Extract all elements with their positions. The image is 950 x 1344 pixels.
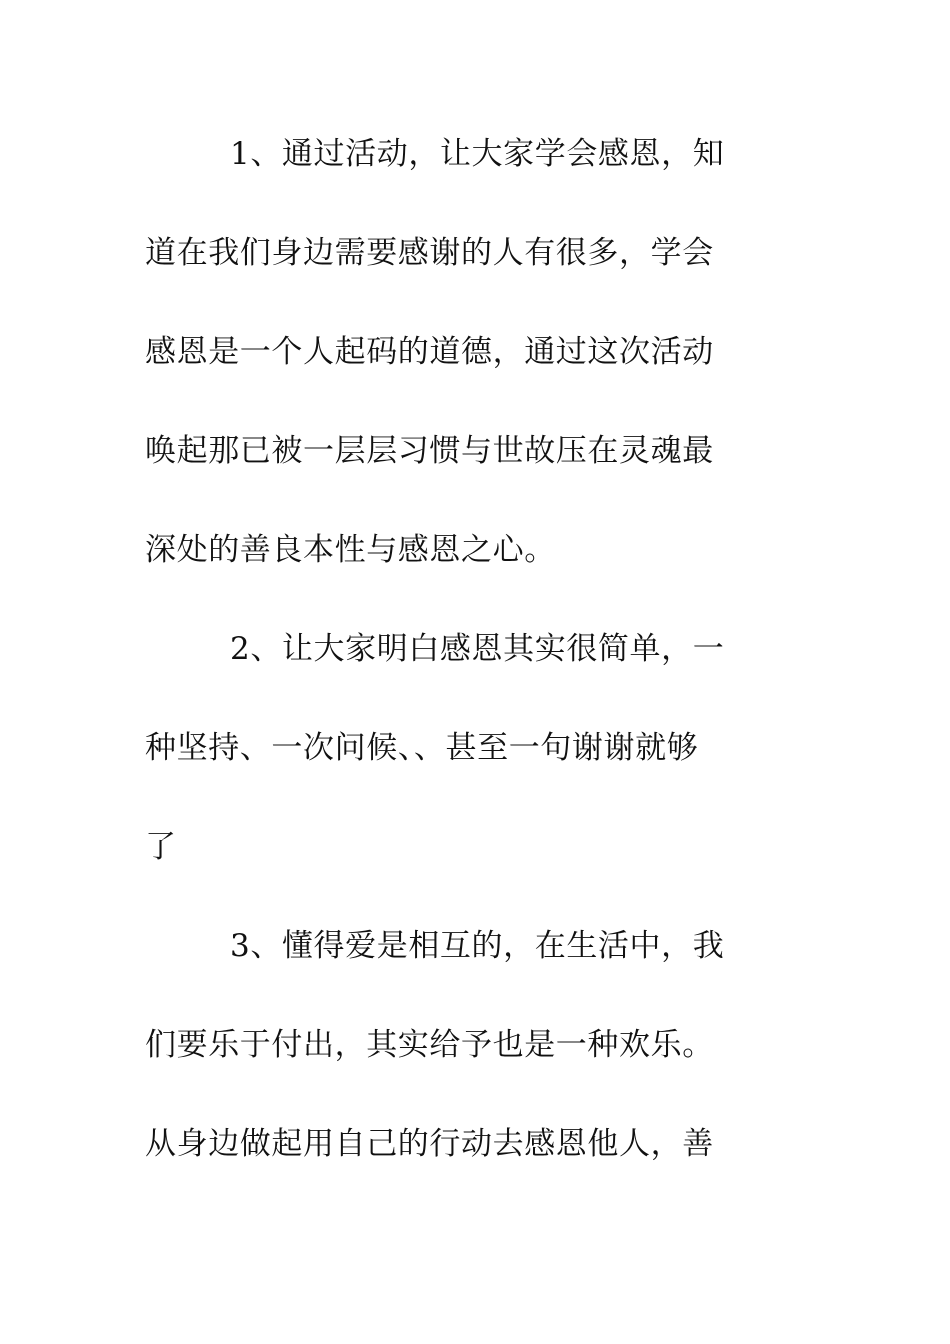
paragraph-3-line-1: 3、懂得爱是相互的，在生活中，我 [230,928,725,964]
paragraph-2-line-1: 2、让大家明白感恩其实很简单，一 [230,631,725,667]
paragraph-1-line-3: 感恩是一个人起码的道德，通过这次活动 [145,334,714,370]
paragraph-1-line-5: 深处的善良本性与感恩之心。 [145,532,556,568]
paragraph-1-line-4: 唤起那已被一层层习惯与世故压在灵魂最 [145,433,714,469]
paragraph-3-line-3: 从身边做起用自己的行动去感恩他人，善 [145,1126,714,1162]
paragraph-1-line-2: 道在我们身边需要感谢的人有很多，学会 [145,235,714,271]
paragraph-2-line-2: 种坚持、一次问候、、甚至一句谢谢就够 [145,730,699,766]
paragraph-1-line-1: 1、通过活动，让大家学会感恩，知 [230,136,725,172]
paragraph-2-line-3: 了 [145,829,177,865]
paragraph-3-line-2: 们要乐于付出，其实给予也是一种欢乐。 [145,1027,714,1063]
